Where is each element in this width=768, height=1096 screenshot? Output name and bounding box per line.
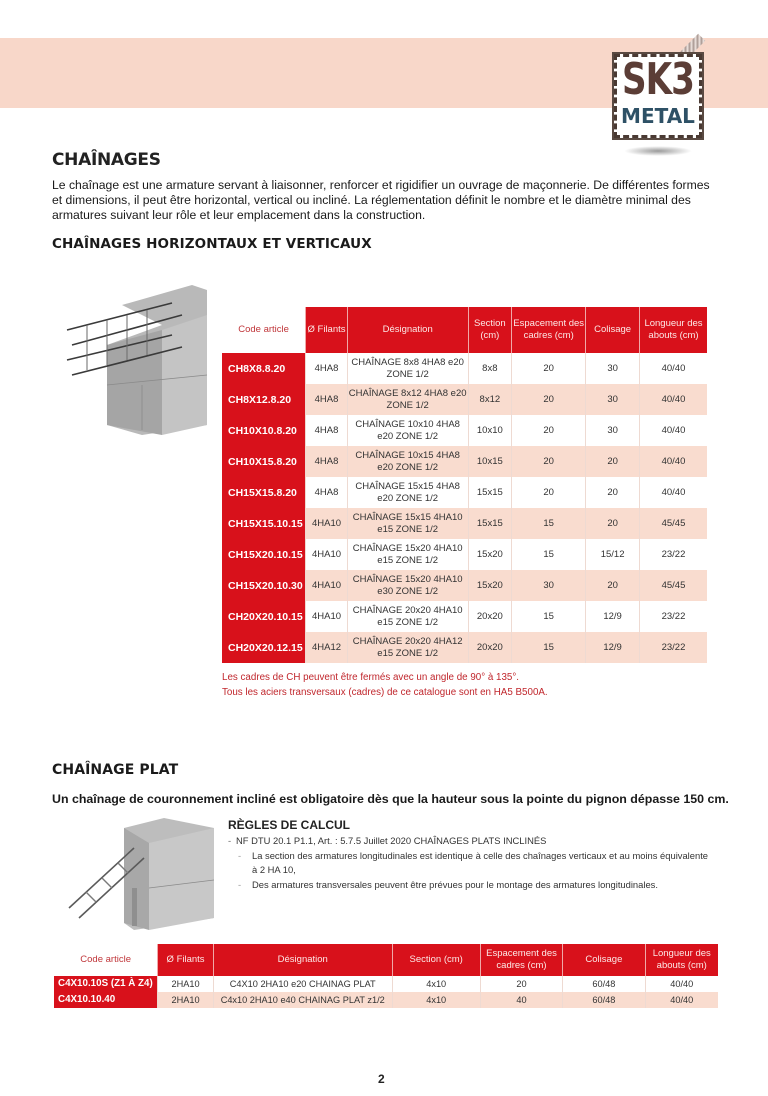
cell-designation: CHAÎNAGE 15x15 4HA8 e20 ZONE 1/2 [347,477,468,508]
chainage-plat-table [54,944,718,1008]
cell-code: C4X10.10S (Z1 À Z4) [54,976,158,992]
col-espacement: Espacement des cadres (cm) [480,944,563,976]
subtitle-horizontaux-verticaux: CHAÎNAGES HORIZONTAUX ET VERTICAUX [52,236,372,252]
cell-code: CH15X15.8.20 [222,477,306,508]
cell-section: 15x20 [468,539,512,570]
col-filants: Ø Filants [306,307,348,353]
cell-designation: CHAÎNAGE 15x20 4HA10 e15 ZONE 1/2 [347,539,468,570]
col-espacement: Espacement des cadres (cm) [512,307,586,353]
cell-espacement: 30 [512,570,586,601]
cell-colisage: 20 [586,508,640,539]
col-designation: Désignation [213,944,392,976]
cell-colisage: 60/48 [563,992,645,1008]
cell-longueur: 45/45 [639,570,707,601]
cell-longueur: 23/22 [639,539,707,570]
table-row [222,415,707,446]
logo-shadow [624,146,692,156]
cell-designation: C4x10 2HA10 e40 CHAINAG PLAT z1/2 [213,992,392,1008]
col-filants: Ø Filants [158,944,214,976]
cell-code: CH15X20.10.30 [222,570,306,601]
cell-espacement: 20 [512,446,586,477]
cell-designation: CHAÎNAGE 15x15 4HA10 e15 ZONE 1/2 [347,508,468,539]
cell-code: CH8X12.8.20 [222,384,306,415]
cell-colisage: 30 [586,353,640,384]
cell-section: 4x10 [392,992,480,1008]
cell-code: CH8X8.8.20 [222,353,306,384]
cell-colisage: 30 [586,384,640,415]
table-row [222,632,707,663]
cell-filants: 4HA10 [306,508,348,539]
cell-filants: 4HA10 [306,601,348,632]
logo-text-sk3: SK3 [622,53,694,105]
cell-longueur: 23/22 [639,632,707,663]
cell-designation: CHAÎNAGE 20x20 4HA12 e15 ZONE 1/2 [347,632,468,663]
chainage-plat-illustration [64,818,214,933]
cell-section: 4x10 [392,976,480,992]
cell-colisage: 15/12 [586,539,640,570]
cell-filants: 2HA10 [158,992,214,1008]
cell-colisage: 20 [586,570,640,601]
cell-longueur: 40/40 [639,384,707,415]
sk3-metal-logo [614,54,708,140]
regles-de-calcul-list [228,834,708,892]
table-row [222,477,707,508]
cell-code: CH20X20.10.15 [222,601,306,632]
cell-filants: 4HA10 [306,570,348,601]
cell-espacement: 15 [512,539,586,570]
rule-section-armatures: - La section des armatures longitudinales est identique à celle des chaînages verticaux et au moins équivalente à 2 HA 10, [228,849,708,878]
cell-longueur: 40/40 [645,976,718,992]
cell-section: 10x15 [468,446,512,477]
cell-espacement: 20 [512,415,586,446]
cell-section: 10x10 [468,415,512,446]
cell-longueur: 23/22 [639,601,707,632]
cell-filants: 4HA8 [306,415,348,446]
cell-filants: 4HA8 [306,477,348,508]
cell-designation: CHAÎNAGE 10x15 4HA8 e20 ZONE 1/2 [347,446,468,477]
cell-code: CH20X20.12.15 [222,632,306,663]
cell-colisage: 30 [586,415,640,446]
table-row [222,601,707,632]
table-row [222,539,707,570]
page-number: 2 [378,1072,385,1086]
cell-filants: 4HA8 [306,446,348,477]
cell-designation: CHAÎNAGE 15x20 4HA10 e30 ZONE 1/2 [347,570,468,601]
rule-dtu: - NF DTU 20.1 P1.1, Art. : 5.7.5 Juillet 2020 CHAÎNAGES PLATS INCLINÉS [228,834,708,849]
col-colisage: Colisage [563,944,645,976]
cell-section: 15x20 [468,570,512,601]
col-longueur: Longueur des abouts (cm) [645,944,718,976]
cell-colisage: 12/9 [586,601,640,632]
rule-armatures-transversales: - Des armatures transversales peuvent être prévues pour le montage des armatures longitudinales. [228,878,708,893]
cell-longueur: 40/40 [639,477,707,508]
col-longueur: Longueur des abouts (cm) [639,307,707,353]
note-cadres-angle: Les cadres de CH peuvent être fermés avec un angle de 90° à 135°. [222,672,520,683]
table-row [222,353,707,384]
cell-colisage: 20 [586,477,640,508]
cell-longueur: 40/40 [639,353,707,384]
table-row [54,976,718,992]
cell-section: 8x8 [468,353,512,384]
cell-filants: 4HA10 [306,539,348,570]
cell-espacement: 15 [512,632,586,663]
cell-espacement: 20 [512,384,586,415]
section-title-chainage-plat: CHAÎNAGE PLAT [52,762,179,778]
chainage-wall-illustration [62,285,222,435]
cell-section: 8x12 [468,384,512,415]
chainage-plat-intro: Un chaînage de couronnement incliné est obligatoire dès que la hauteur sous la pointe du pignon dépasse 150 cm. [52,792,729,806]
cell-designation: CHAÎNAGE 20x20 4HA10 e15 ZONE 1/2 [347,601,468,632]
cell-longueur: 40/40 [639,415,707,446]
table-row [222,570,707,601]
cell-espacement: 20 [512,477,586,508]
regles-de-calcul-title: RÈGLES DE CALCUL [228,818,351,832]
cell-designation: CHAÎNAGE 8x8 4HA8 e20 ZONE 1/2 [347,353,468,384]
cell-filants: 4HA8 [306,353,348,384]
intro-paragraph: Le chaînage est une armature servant à liaisonner, renforcer et rigidifier un ouvrage de maçonnerie. De différentes formes et dimensions, il peut être horizontal, vertical ou incliné. La réglementation définit le nombre et le diamètre minimal des armatures suivant leur rôle et leur emplacement dans la construction. [52,178,710,222]
table-row [54,992,718,1008]
cell-designation: C4X10 2HA10 e20 CHAINAG PLAT [213,976,392,992]
note-aciers-transversaux: Tous les aciers transversaux (cadres) de ce catalogue sont en HA5 B500A. [222,687,548,698]
cell-espacement: 20 [480,976,563,992]
cell-espacement: 20 [512,353,586,384]
cell-code: C4X10.10.40 [54,992,158,1008]
cell-longueur: 45/45 [639,508,707,539]
cell-colisage: 12/9 [586,632,640,663]
cell-code: CH10X15.8.20 [222,446,306,477]
section-title-chainages: CHAÎNAGES [52,150,161,170]
cell-longueur: 40/40 [645,992,718,1008]
table-row [222,446,707,477]
cell-longueur: 40/40 [639,446,707,477]
table-row [222,508,707,539]
logo-text-metal: METAL [621,104,695,128]
cell-section: 20x20 [468,632,512,663]
cell-filants: 4HA12 [306,632,348,663]
col-section: Section (cm) [468,307,512,353]
col-code-article: Code article [222,307,306,353]
cell-espacement: 15 [512,601,586,632]
cell-filants: 2HA10 [158,976,214,992]
cell-section: 20x20 [468,601,512,632]
table-notes [222,670,548,700]
col-designation: Désignation [347,307,468,353]
cell-espacement: 40 [480,992,563,1008]
cell-designation: CHAÎNAGE 10x10 4HA8 e20 ZONE 1/2 [347,415,468,446]
cell-espacement: 15 [512,508,586,539]
col-section: Section (cm) [392,944,480,976]
cell-colisage: 60/48 [563,976,645,992]
cell-section: 15x15 [468,477,512,508]
cell-colisage: 20 [586,446,640,477]
cell-filants: 4HA8 [306,384,348,415]
cell-designation: CHAÎNAGE 8x12 4HA8 e20 ZONE 1/2 [347,384,468,415]
col-colisage: Colisage [586,307,640,353]
table-row [222,384,707,415]
cell-code: CH15X20.10.15 [222,539,306,570]
cell-code: CH15X15.10.15 [222,508,306,539]
cell-section: 15x15 [468,508,512,539]
col-code-article: Code article [54,944,158,976]
chainages-table [222,307,707,663]
cell-code: CH10X10.8.20 [222,415,306,446]
